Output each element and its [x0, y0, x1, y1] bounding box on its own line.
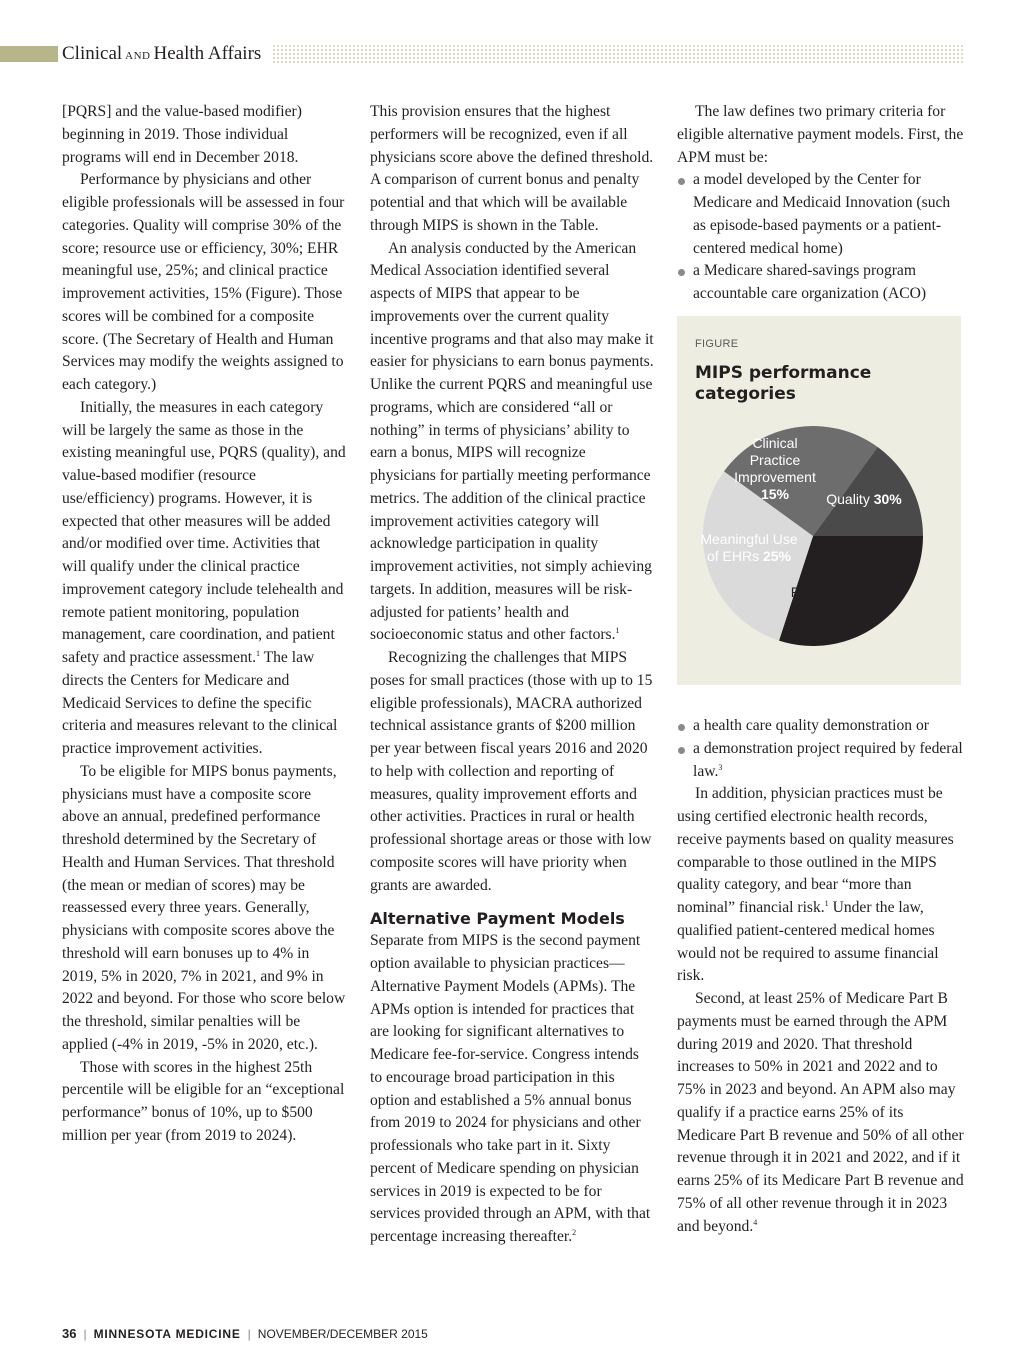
list-item	[677, 715, 964, 738]
paragraph-text: Separate from MIPS is the second payment option available to physician practices—Alternative Payment Models (APMs). The APMs option is intended for practices that are looking for significant alternatives to Medicare fee-for-service. Congress intends to encourage broad participation in this option and established a 5% annual bonus from 2019 to 2024 for physicians and other professionals who take part in it. Sixty percent of Medicare spending on physician services in 2019 is expected to be for services provided through an APM, with that percentage increasing thereafter.	[370, 932, 651, 1245]
paragraph-text: An analysis conducted by the American Medical Association identified several aspects of MIPS that appear to be improvements over the current quality incentive programs and that also may make it easier for physicians to earn bonus payments. Unlike the current PQRS and meaningful use programs, which are considered “all or nothing” in terms of physicians’ ability to earn a bonus, MIPS will recognize physicians for partially meeting performance metrics. The addition of the clinical practice improvement activities category will acknowledge participation in quality improvement activities, not simply achieving targets. In addition, measures will be risk-adjusted for patients’ health and socioeconomic status and other factors.	[370, 239, 654, 644]
paragraph: [PQRS] and the value-based modifier) beginning in 2019. Those individual programs will end in December 2018.	[62, 103, 302, 166]
reference-marker: 1	[824, 899, 829, 908]
list-item	[677, 738, 964, 784]
paragraph: Recognizing the challenges that MIPS poses for small practices (those with up to 15 eligible professionals), MACRA authorized technical assistance grants of $200 million per year between fiscal years 2016 and 2020 to help with collection and reporting of measures, quality improvement efforts and other activities. Practices in rural or health professional shortage areas or those with low composite scores will have priority when grants are awarded.	[370, 649, 653, 894]
paragraph: This provision ensures that the highest performers will be recognized, even if all physicians score above the defined threshold. A comparison of current bonus and penalty potential and that which will be available through MIPS is shown in the Table.	[370, 103, 654, 234]
bullet-icon	[678, 269, 685, 276]
header-title-and: AND	[125, 50, 151, 62]
page-number: 36	[62, 1326, 77, 1341]
footer-separator: |	[247, 1327, 251, 1341]
issue-date: NOVEMBER/DECEMBER 2015	[257, 1327, 428, 1341]
reference-marker: 1	[255, 649, 260, 658]
pie-chart	[677, 316, 961, 685]
figure-title: MIPS performance categories	[695, 363, 872, 404]
paragraph	[370, 238, 654, 648]
bullet-icon	[678, 724, 685, 731]
paragraph	[677, 988, 964, 1238]
paragraph: To be eligible for MIPS bonus payments, physicians must have a composite score above an annual, predefined performance threshold determined by the Secretary of Health and Human Services. That threshold (the mean or median of scores) may be reassessed every three years. Generally, physicians with composite scores above the threshold will earn bonuses up to 4% in 2019, 5% in 2020, 7% in 2021, and 9% in 2022 and beyond. For those who score below the threshold, similar penalties will be applied (-4% in 2019, -5% in 2020, etc.).	[62, 762, 346, 1053]
paragraph: Those with scores in the highest 25th percentile will be eligible for an “exceptional performance” bonus of 10%, up to $500 million per year (from 2019 to 2024).	[62, 1058, 345, 1144]
paragraph-text: The law directs the Centers for Medicare and Medicaid Services to define the specific criteria and measures relevant to the clinical practice improvement activities.	[62, 649, 338, 757]
list-item-text: a Medicare shared-savings program accountable care organization (ACO)	[693, 262, 927, 302]
paragraph	[62, 397, 348, 761]
paragraph: Performance by physicians and other eligible professionals will be assessed in four categories. Quality will comprise 30% of the score; resource use or efficiency, 30%; EHR meaningful use, 25%; and clinical practice improvement activities, 15% (Figure). Those scores will be combined for a composite score. (The Secretary of Health and Human Services may modify the weights assigned to each category.)	[62, 171, 345, 393]
section-heading: Alternative Payment Models	[370, 909, 625, 929]
pie-label: Clinical Practice Improvement 15%	[734, 435, 816, 502]
text-column-1	[62, 101, 348, 1148]
list-item-text: a health care quality demonstration or	[693, 717, 929, 734]
pie-label: Resource Use/ Efficiency 30%	[790, 584, 884, 617]
text-column-2	[370, 101, 654, 1249]
header-title-part1: Clinical	[62, 43, 123, 64]
list-item-text: a demonstration project required by federal law.	[693, 739, 963, 780]
pie-label: Quality 30%	[826, 491, 902, 507]
figure-panel	[677, 316, 961, 685]
section-header	[62, 42, 261, 68]
paragraph-text: Second, at least 25% of Medicare Part B payments must be earned through the APM during 2019 and 2020. That threshold increases to 50% in 2021 and 2022 and to 75% in 2023 and beyond. An APM also may qualify if a practice earns 25% of its Medicare Part B revenue and 50% of all other revenue through it in 2021 and 2022, and if it earns 25% of its Medicare Part B revenue and 75% of all other revenue through it in 2023 and beyond.	[677, 990, 964, 1235]
paragraph	[677, 783, 964, 988]
page-footer	[62, 1326, 428, 1341]
header-color-band	[0, 46, 58, 62]
bullet-icon	[678, 178, 685, 185]
paragraph-text: Initially, the measures in each category will be largely the same as those in the existing meaningful use, PQRS (quality), and value-based modifier (resource use/efficiency) programs. However, it is expected that other measures will be added and/or modified over time. Activities that will qualify under the clinical practice improvement category include telehealth and remote patient monitoring, population management, care coordination, and patient safety and practice assessment.	[62, 398, 346, 666]
reference-marker: 3	[718, 762, 723, 772]
list-item-text: a model developed by the Center for Medicare and Medicaid Innovation (such as episode-based payments or a patient-centered medical home)	[693, 171, 951, 257]
list-item	[677, 169, 964, 260]
reference-marker: 1	[615, 626, 620, 636]
reference-marker: 4	[753, 1217, 758, 1227]
paragraph-text: Under the law, qualified patient-centered medical homes would not be required to assume financial risk.	[677, 899, 939, 985]
list-item	[677, 260, 964, 306]
header-title-part2: Health Affairs	[153, 43, 262, 64]
bullet-icon	[678, 747, 685, 754]
paragraph: The law defines two primary criteria for eligible alternative payment models. First, the APM must be:	[677, 103, 964, 166]
magazine-name: MINNESOTA MEDICINE	[93, 1327, 241, 1341]
paragraph-text: In addition, physician practices must be using certified electronic health records, receive payments based on quality measures comparable to those outlined in the MIPS quality category, and bear “more than nominal” financial risk.	[677, 785, 954, 916]
pie-label: Meaningful Use of EHRs 25%	[700, 531, 798, 564]
text-column-3-bottom	[677, 715, 964, 1238]
footer-separator: |	[83, 1327, 87, 1341]
header-dot-pattern	[272, 44, 964, 64]
text-column-3-top	[677, 101, 964, 306]
figure-label: FIGURE	[695, 338, 739, 350]
reference-marker: 2	[572, 1228, 577, 1237]
paragraph	[370, 930, 654, 1249]
